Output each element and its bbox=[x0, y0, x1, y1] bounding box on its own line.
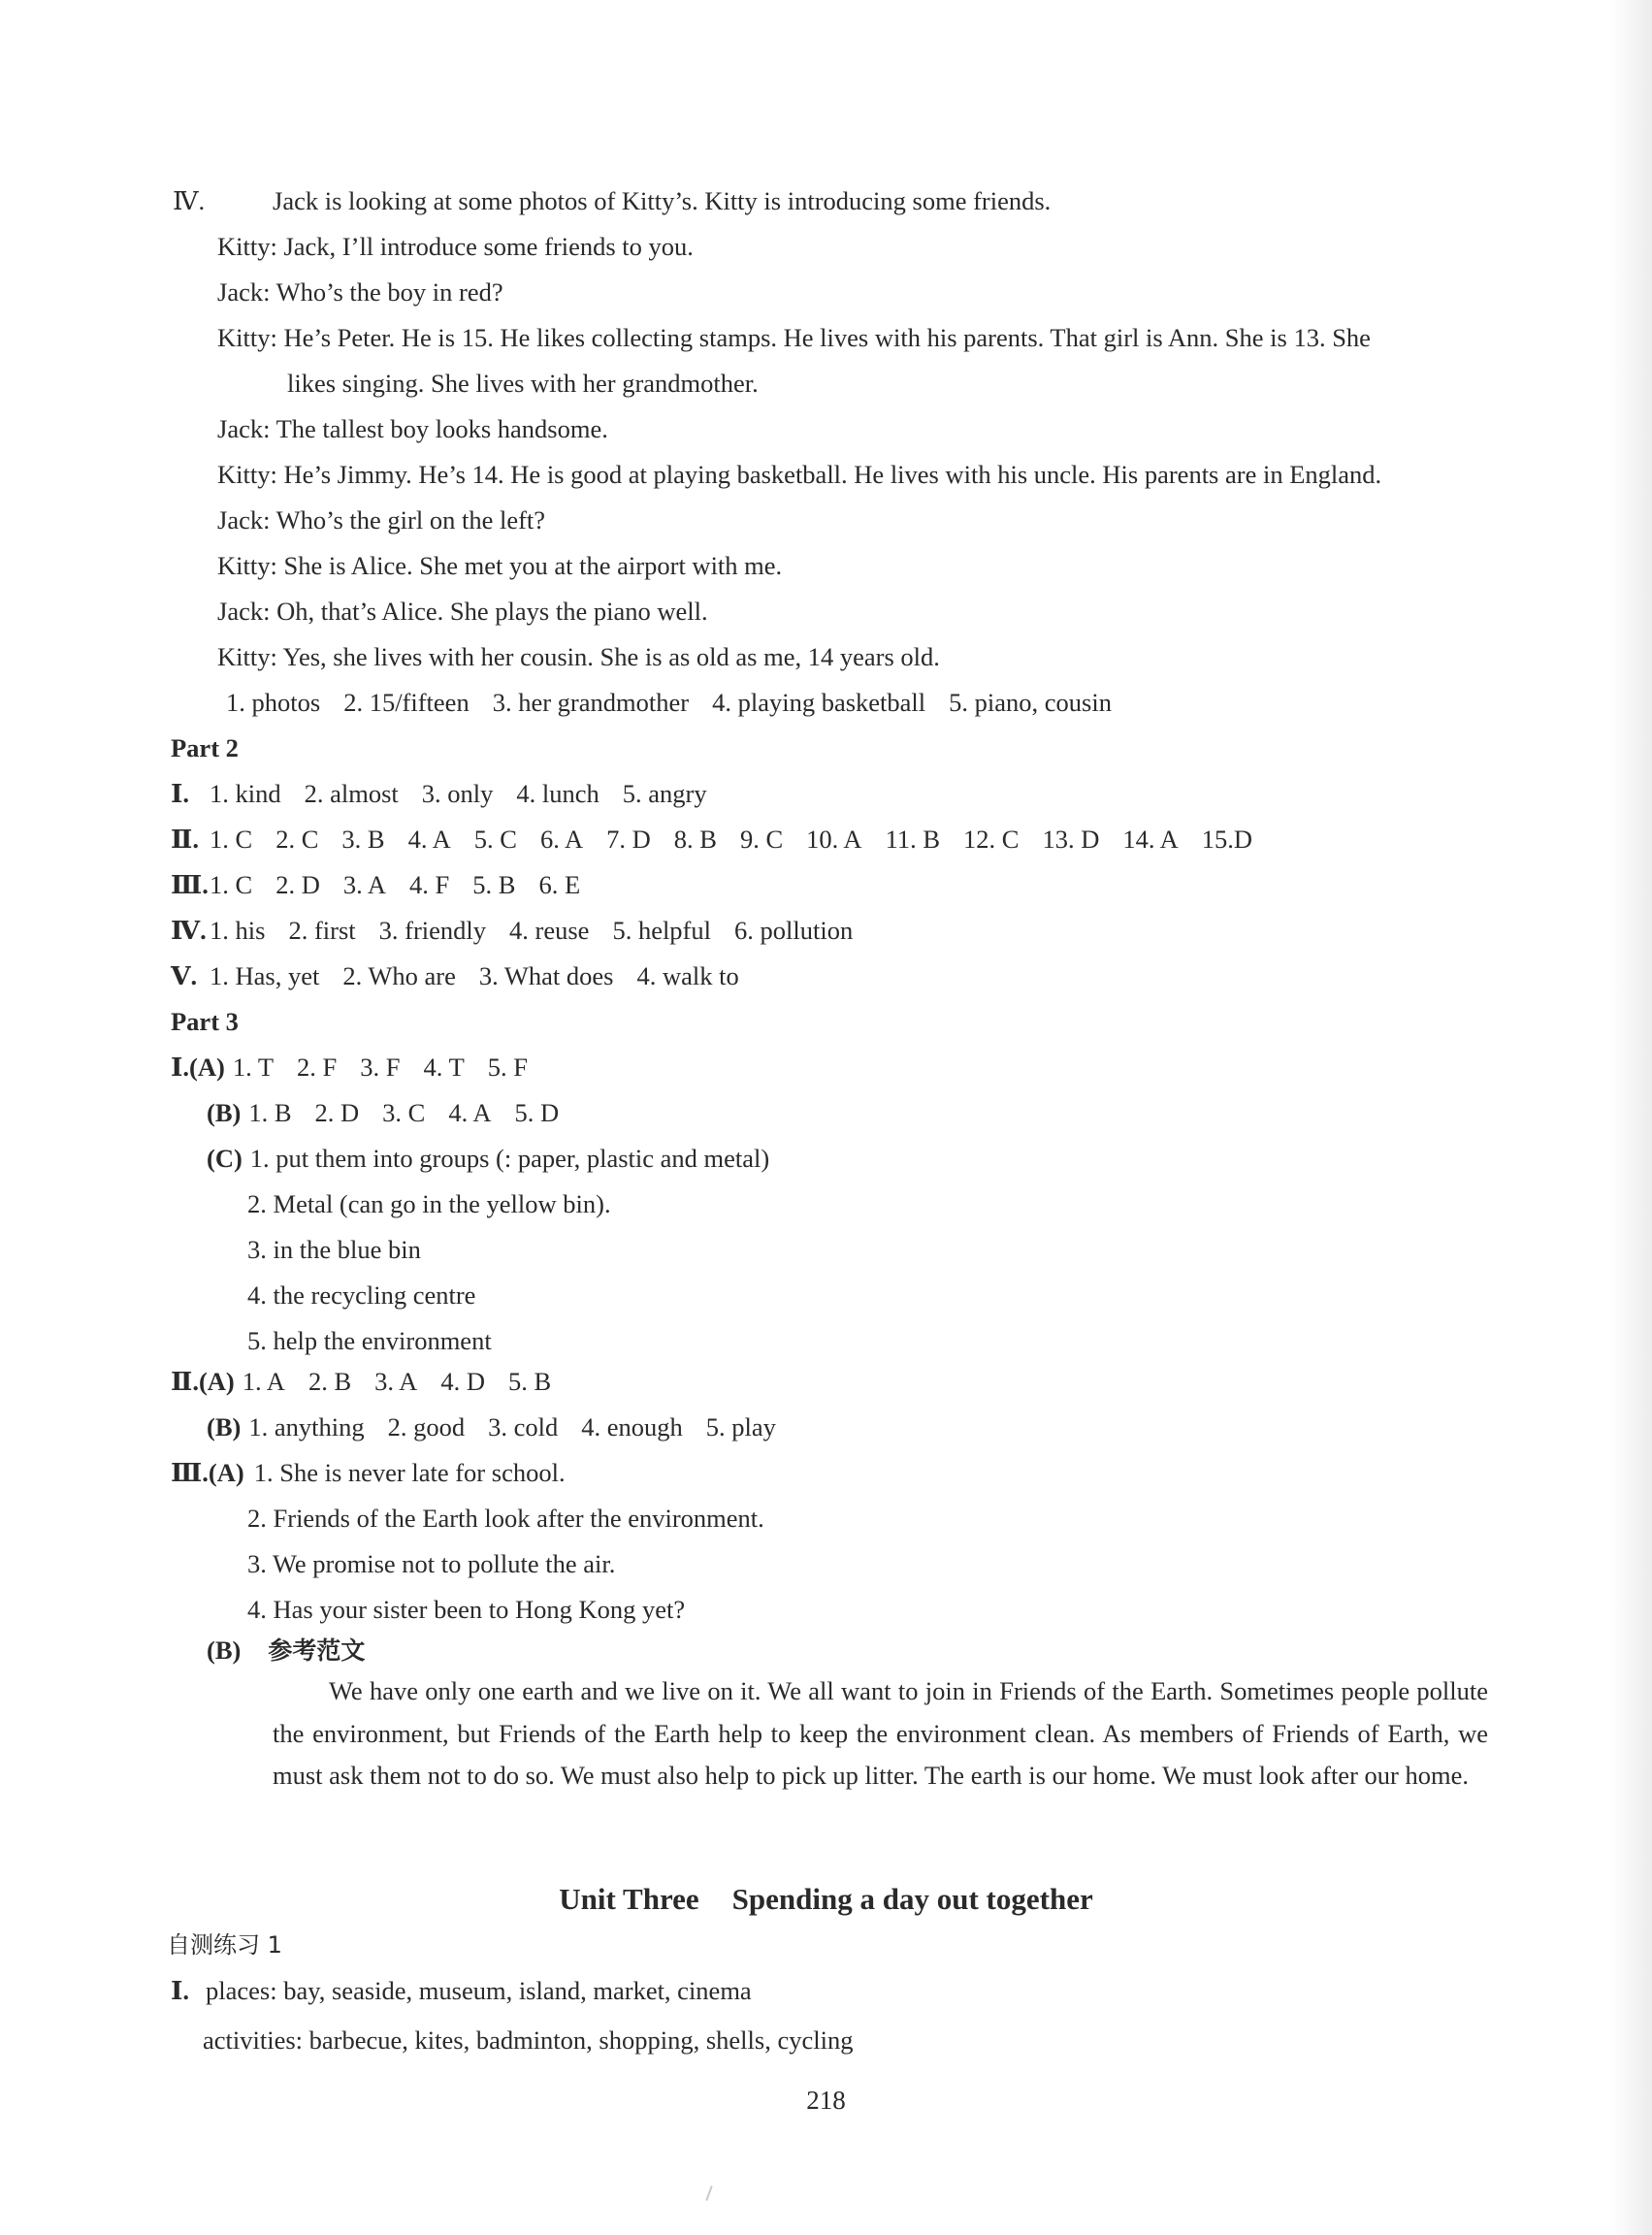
answer: 2. D bbox=[275, 870, 320, 899]
answer: 4. Has your sister been to Hong Kong yet? bbox=[247, 1595, 686, 1624]
answer: 3. A bbox=[342, 870, 387, 899]
dialogue-line: Kitty: He’s Jimmy. He’s 14. He is good at playing basketball. He lives with his uncle. His parents are in England. bbox=[217, 460, 1382, 489]
dialogue-line: Kitty: She is Alice. She met you at the airport with me. bbox=[217, 551, 783, 580]
answer: 3. her grandmother bbox=[492, 688, 690, 717]
dialogue-line: Kitty: Yes, she lives with her cousin. She is as old as me, 14 years old. bbox=[217, 642, 940, 671]
answer: 2. good bbox=[387, 1412, 466, 1441]
part2-row-iv bbox=[171, 914, 876, 947]
answer: 15.D bbox=[1201, 825, 1253, 854]
answer: 3. friendly bbox=[378, 916, 487, 945]
answer: 13. D bbox=[1042, 825, 1100, 854]
answer: 3. What does bbox=[478, 961, 614, 990]
answer: 7. D bbox=[606, 825, 651, 854]
scan-mark bbox=[705, 2186, 712, 2201]
answer: 6. pollution bbox=[734, 916, 854, 945]
answer: 2. Metal (can go in the yellow bin). bbox=[247, 1189, 611, 1218]
part3-ii-a bbox=[171, 1365, 574, 1398]
subsection-label: (B) bbox=[207, 1098, 242, 1127]
part-3-heading: Part 3 bbox=[171, 1007, 239, 1036]
unit-name: Spending a day out together bbox=[731, 1882, 1093, 1916]
part3-i-b bbox=[207, 1096, 582, 1129]
answer: 6. A bbox=[539, 825, 584, 854]
answer: 4. D bbox=[440, 1367, 485, 1396]
answer: 4. lunch bbox=[516, 779, 599, 808]
answer: 1. B bbox=[248, 1098, 292, 1127]
answer: 2. C bbox=[275, 825, 319, 854]
unit-number: Unit Three bbox=[559, 1882, 699, 1916]
page-number: 218 bbox=[806, 2086, 846, 2115]
answer: 5. help the environment bbox=[247, 1326, 492, 1355]
places-answer: places: bay, seaside, museum, island, market, cinema bbox=[206, 1976, 752, 2005]
answer: 1. kind bbox=[210, 779, 281, 808]
answer: 8. B bbox=[673, 825, 717, 854]
answer: 4. the recycling centre bbox=[247, 1280, 476, 1310]
answer: 5. D bbox=[514, 1098, 560, 1127]
unit-title bbox=[0, 1880, 1652, 1919]
answer: 5. F bbox=[487, 1053, 529, 1082]
subsection-label: (A) bbox=[189, 1053, 225, 1082]
answer: 2. first bbox=[288, 916, 356, 945]
section-iv-heading bbox=[173, 184, 1051, 217]
answer: 11. B bbox=[885, 825, 941, 854]
answer: 1. put them into groups (: paper, plastic and metal) bbox=[249, 1144, 770, 1173]
answer: 5. piano, cousin bbox=[949, 688, 1112, 717]
dialogue-line: Jack: Who’s the boy in red? bbox=[217, 277, 503, 307]
roman-numeral: Ⅱ. bbox=[171, 825, 199, 854]
answer: 2. F bbox=[297, 1053, 338, 1082]
answer: 2. Who are bbox=[342, 961, 456, 990]
roman-numeral: Ⅲ. bbox=[171, 870, 209, 899]
answer: 2. D bbox=[314, 1098, 360, 1127]
answer: 3. B bbox=[341, 825, 385, 854]
answer: 1. photos bbox=[226, 688, 321, 717]
unit-row-i bbox=[171, 1974, 752, 2007]
activities-answer: activities: barbecue, kites, badminton, shopping, shells, cycling bbox=[203, 2025, 854, 2055]
answer: 5. C bbox=[473, 825, 517, 854]
subsection-label: (A) bbox=[198, 1367, 235, 1396]
answer: 1. Has, yet bbox=[210, 961, 320, 990]
subsection-label: (C) bbox=[207, 1144, 243, 1173]
answer: 3. only bbox=[421, 779, 494, 808]
answer: 4. F bbox=[409, 870, 450, 899]
answer: 12. C bbox=[963, 825, 1020, 854]
answer: 4. A bbox=[407, 825, 451, 854]
answer: 4. A bbox=[448, 1098, 492, 1127]
answer: 5. play bbox=[705, 1412, 776, 1441]
roman-numeral: Ⅰ. bbox=[171, 1053, 190, 1082]
answer: 6. E bbox=[538, 870, 581, 899]
answer: 3. C bbox=[382, 1098, 426, 1127]
part2-row-iii bbox=[171, 868, 603, 901]
answer: 3. cold bbox=[488, 1412, 559, 1441]
answer: 1. T bbox=[232, 1053, 275, 1082]
answer: 3. A bbox=[374, 1367, 418, 1396]
exercise-heading: 自测练习 1 bbox=[167, 1931, 282, 1959]
roman-numeral: Ⅰ. bbox=[171, 779, 190, 808]
answer: 5. B bbox=[472, 870, 516, 899]
answer: 1. A bbox=[242, 1367, 285, 1396]
part3-iii-a bbox=[171, 1456, 566, 1489]
subsection-label: (B) bbox=[207, 1636, 242, 1665]
answer: 2. almost bbox=[304, 779, 399, 808]
answer: 14. A bbox=[1122, 825, 1179, 854]
part2-row-v bbox=[171, 959, 762, 992]
subsection-label: (A) bbox=[208, 1458, 244, 1487]
answer: 2. 15/fifteen bbox=[343, 688, 470, 717]
answer: 9. C bbox=[739, 825, 784, 854]
answer: 4. playing basketball bbox=[712, 688, 926, 717]
roman-numeral: Ⅳ. bbox=[171, 916, 207, 945]
answer: 10. A bbox=[806, 825, 862, 854]
part3-ii-b bbox=[207, 1410, 799, 1443]
part3-iii-b bbox=[207, 1634, 365, 1668]
answer: 1. anything bbox=[248, 1412, 365, 1441]
sample-essay: We have only one earth and we live on it. We all want to join in Friends of the Earth. Sometimes people pollute the environment, but Friends of the Earth help to keep the environment clean. As members of Friends of Earth, we must ask them not to do so. We must also help to pick up litter. The earth is our home. We must look after our home. bbox=[273, 1676, 1488, 1790]
answer: 3. in the blue bin bbox=[247, 1235, 421, 1264]
sample-essay-title: 参考范文 bbox=[268, 1636, 366, 1665]
dialogue-line: Jack: Who’s the girl on the left? bbox=[217, 505, 546, 534]
dialogue-line: Kitty: Jack, I’ll introduce some friends to you. bbox=[217, 232, 694, 261]
part2-row-ii bbox=[171, 823, 1276, 856]
part-2-heading: Part 2 bbox=[171, 733, 239, 762]
answer: 1. his bbox=[210, 916, 266, 945]
dialogue-line: Jack: The tallest boy looks handsome. bbox=[217, 414, 608, 443]
answer: 4. walk to bbox=[636, 961, 739, 990]
answer: 1. She is never late for school. bbox=[253, 1458, 566, 1487]
dialogue-line: Jack: Oh, that’s Alice. She plays the piano well. bbox=[217, 597, 708, 626]
answer: 3. We promise not to pollute the air. bbox=[247, 1549, 616, 1578]
dialogue-line-continued: likes singing. She lives with her grandmother. bbox=[287, 369, 759, 398]
dialogue-intro: Jack is looking at some photos of Kitty’s. Kitty is introducing some friends. bbox=[273, 186, 1052, 215]
answer: 4. reuse bbox=[509, 916, 590, 945]
answer: 1. C bbox=[210, 825, 253, 854]
answer: 5. B bbox=[507, 1367, 552, 1396]
dialogue-answers bbox=[226, 686, 1135, 719]
answer: 2. Friends of the Earth look after the environment. bbox=[247, 1504, 764, 1533]
roman-numeral: Ⅳ. bbox=[173, 186, 206, 215]
roman-numeral: Ⅰ. bbox=[171, 1976, 190, 2005]
answer: 4. T bbox=[423, 1053, 465, 1082]
dialogue-line: Kitty: He’s Peter. He is 15. He likes collecting stamps. He lives with his parents. That girl is Ann. She is 13. She bbox=[217, 323, 1371, 352]
answer: 2. B bbox=[308, 1367, 352, 1396]
answer: 1. C bbox=[210, 870, 253, 899]
subsection-label: (B) bbox=[207, 1412, 242, 1441]
roman-numeral: Ⅱ. bbox=[171, 1367, 199, 1396]
roman-numeral: Ⅲ. bbox=[171, 1458, 209, 1487]
answer: 4. enough bbox=[581, 1412, 683, 1441]
answer: 5. helpful bbox=[612, 916, 711, 945]
part3-i-c bbox=[207, 1142, 769, 1175]
part2-row-i bbox=[171, 777, 730, 810]
roman-numeral: Ⅴ. bbox=[171, 961, 198, 990]
answer: 5. angry bbox=[622, 779, 707, 808]
answer: 3. F bbox=[360, 1053, 401, 1082]
part3-i-a bbox=[171, 1051, 551, 1084]
